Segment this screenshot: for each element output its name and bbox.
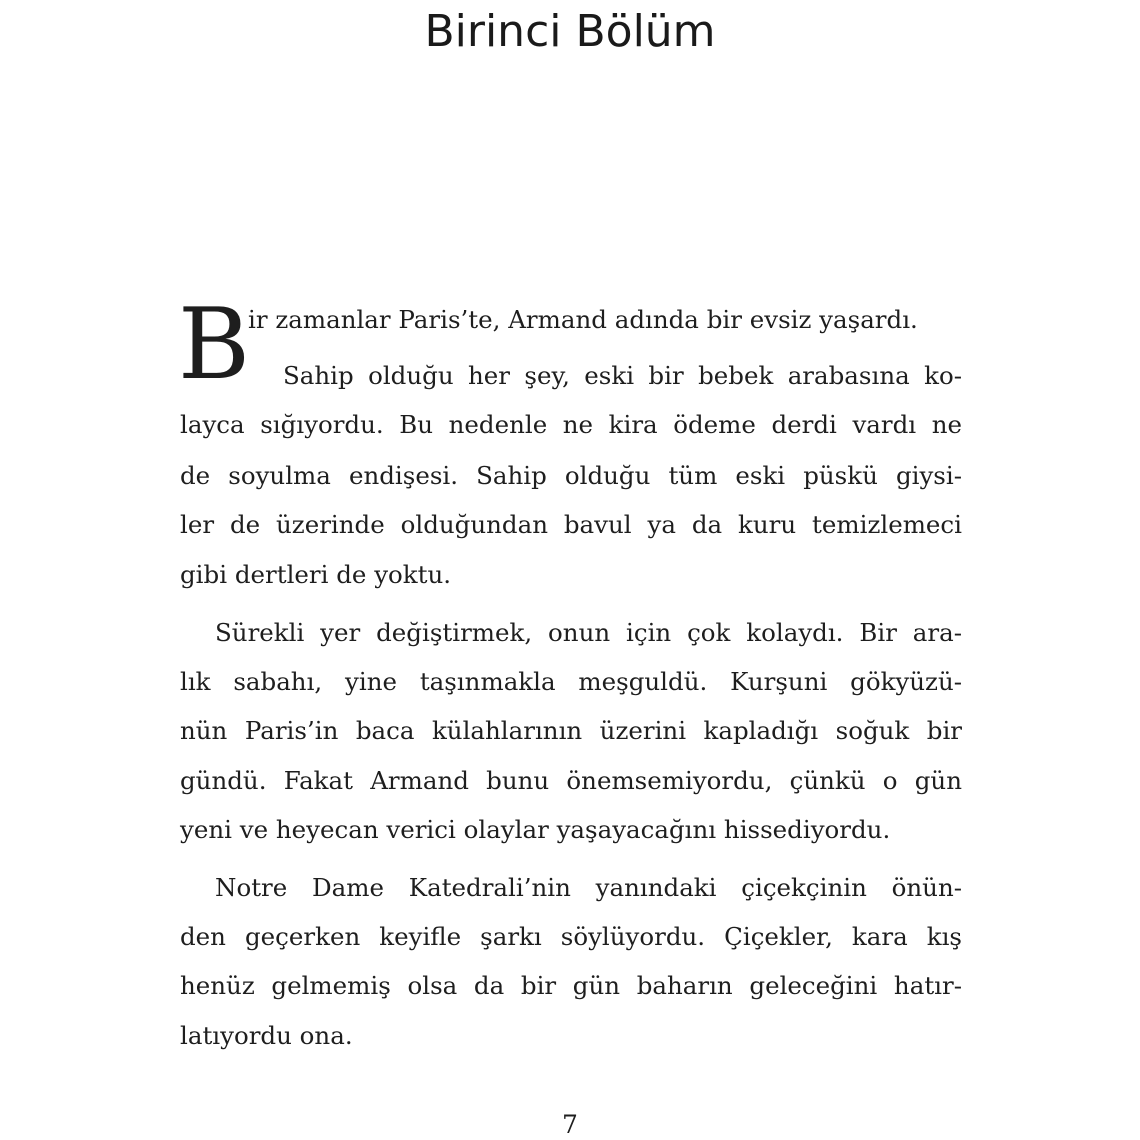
page-number: 7: [562, 1110, 578, 1139]
text-line: Notre Dame Katedrali’nin yanındaki çiçekçinin önün-: [215, 873, 962, 902]
text-line: gibi dertleri de yoktu.: [180, 560, 452, 589]
text-line: latıyordu ona.: [180, 1021, 353, 1050]
text-line: ler de üzerinde olduğundan bavul ya da kuru temizlemeci: [180, 510, 962, 539]
text-line: yeni ve heyecan verici olaylar yaşayacağını hissediyordu.: [180, 815, 891, 844]
text-line: ir zamanlar Paris’te, Armand adında bir evsiz yaşardı.: [248, 305, 918, 334]
text-line: layca sığıyordu. Bu nedenle ne kira ödeme derdi vardı ne: [180, 410, 962, 439]
text-line: de soyulma endişesi. Sahip olduğu tüm eski püskü giysi-: [180, 461, 962, 490]
chapter-title: Birinci Bölüm: [424, 6, 716, 57]
text-line: nün Paris’in baca külahlarının üzerini kapladığı soğuk bir: [180, 716, 962, 745]
text-line: henüz gelmemiş olsa da bir gün baharın geleceğini hatır-: [180, 971, 962, 1000]
text-line: Sürekli yer değiştirmek, onun için çok kolaydı. Bir ara-: [215, 618, 962, 647]
text-line: Sahip olduğu her şey, eski bir bebek arabasına ko-: [283, 361, 962, 390]
text-line: lık sabahı, yine taşınmakla meşguldü. Kurşuni gökyüzü-: [180, 667, 962, 696]
drop-cap: B: [178, 288, 251, 402]
text-line: gündü. Fakat Armand bunu önemsemiyordu, çünkü o gün: [180, 766, 962, 795]
text-line: den geçerken keyifle şarkı söylüyordu. Çiçekler, kara kış: [180, 922, 962, 951]
